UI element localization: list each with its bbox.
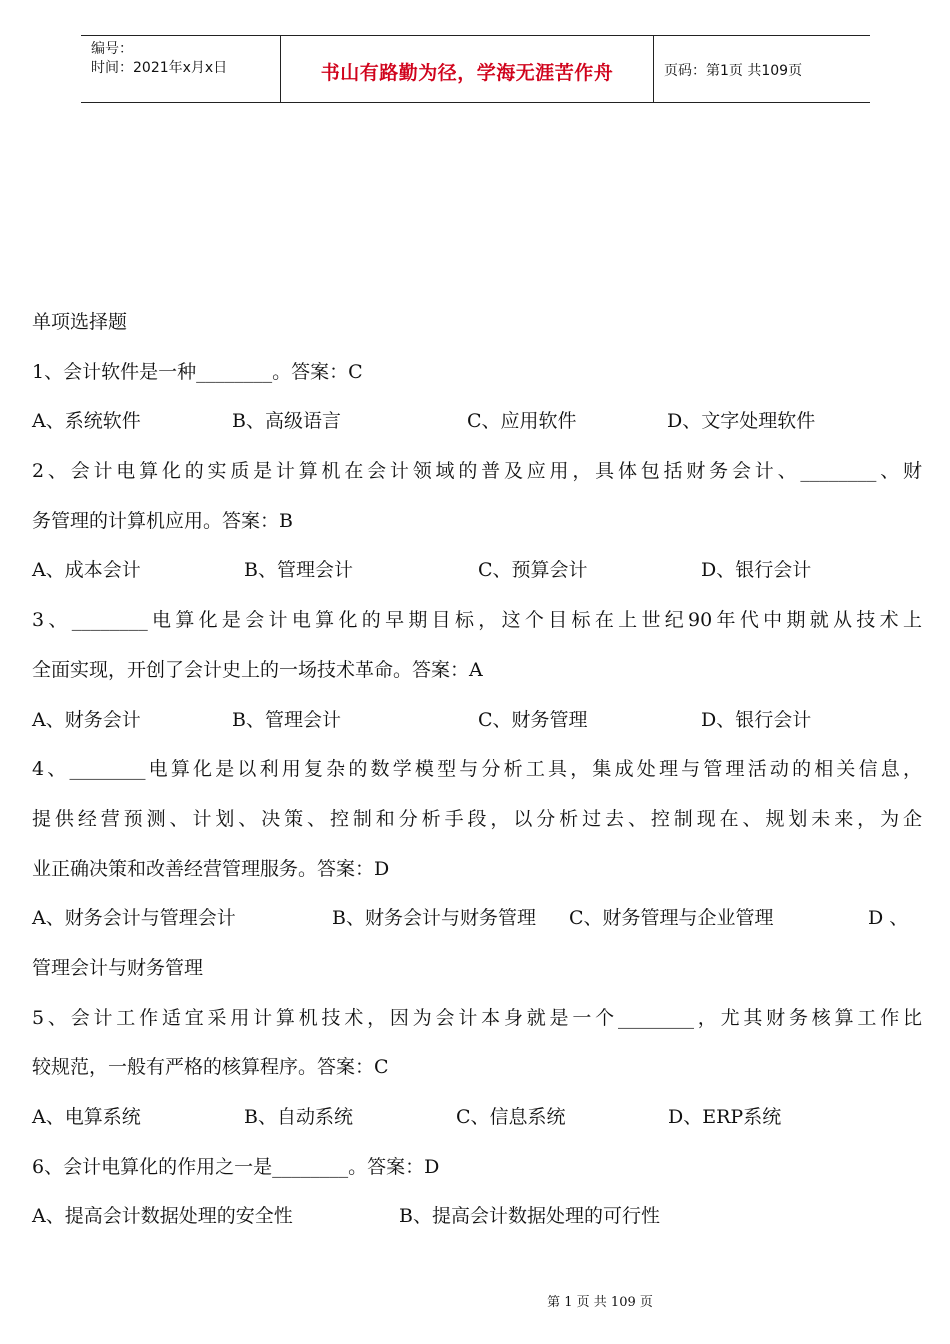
option-a: A、财务会计 bbox=[32, 708, 141, 731]
option-row bbox=[32, 397, 922, 447]
footer-page-number: 第 1 页 共 109 页 bbox=[547, 1295, 653, 1310]
option-row bbox=[32, 546, 922, 596]
question-line: 全面实现，开创了会计史上的一场技术革命。答案：A bbox=[32, 658, 483, 681]
question-line: 2、会计电算化的实质是计算机在会计领域的普及应用，具体包括财务会计、________、财 bbox=[32, 460, 922, 483]
option-b: B、管理会计 bbox=[232, 708, 341, 731]
option-b: B、高级语言 bbox=[232, 410, 341, 433]
motto: 书山有路勤为径，学海无涯苦作舟 bbox=[320, 62, 614, 84]
option-a: A、提高会计数据处理的安全性 bbox=[32, 1205, 293, 1228]
option-d: D、银行会计 bbox=[701, 708, 812, 731]
option-b: B、财务会计与财务管理 bbox=[332, 907, 536, 930]
option-c: C、财务管理 bbox=[478, 708, 588, 731]
option-d: D、银行会计 bbox=[701, 559, 812, 582]
question-line: 业正确决策和改善经营管理服务。答案：D bbox=[32, 857, 390, 880]
question-line: 4、________电算化是以利用复杂的数学模型与分析工具，集成处理与管理活动的相关信息， bbox=[32, 758, 922, 781]
section-title: 单项选择题 bbox=[32, 311, 128, 333]
page-footer bbox=[0, 1291, 950, 1310]
option-row bbox=[32, 1192, 922, 1242]
option-c: C、财务管理与企业管理 bbox=[569, 907, 774, 930]
option-b: B、自动系统 bbox=[244, 1106, 353, 1128]
option-d: D、文字处理软件 bbox=[667, 410, 816, 433]
question-line: 务管理的计算机应用。答案：B bbox=[32, 509, 293, 532]
option-a: A、电算系统 bbox=[32, 1106, 141, 1128]
option-row bbox=[32, 1093, 922, 1143]
question-line: 提供经营预测、计划、决策、控制和分析手段，以分析过去、控制现在、规划未来，为企 bbox=[32, 807, 922, 830]
option-a: A、成本会计 bbox=[32, 559, 141, 582]
option-a: A、系统软件 bbox=[32, 410, 141, 433]
header-pager-cell bbox=[654, 36, 870, 102]
option-d: D 、 bbox=[868, 907, 909, 930]
option-b: B、管理会计 bbox=[244, 559, 353, 582]
question-line: 1、会计软件是一种________。答案：C bbox=[32, 360, 363, 383]
header-motto-cell bbox=[281, 36, 654, 102]
question-line: 较规范，一般有严格的核算程序。答案：C bbox=[32, 1056, 389, 1079]
option-row bbox=[32, 894, 922, 944]
question-line: 5、会计工作适宜采用计算机技术，因为会计本身就是一个________，尤其财务核算工作比 bbox=[32, 1006, 922, 1029]
option-c: C、预算会计 bbox=[478, 559, 588, 582]
option-c: C、应用软件 bbox=[467, 410, 577, 433]
option-d: D、ERP系统 bbox=[668, 1106, 782, 1128]
question-line: 3、________电算化是会计电算化的早期目标，这个目标在上世纪90年代中期就从技术上 bbox=[32, 609, 922, 632]
option-a: A、财务会计与管理会计 bbox=[32, 907, 236, 930]
header-info-cell bbox=[81, 36, 281, 102]
question-line: 6、会计电算化的作用之一是________。答案：D bbox=[32, 1155, 440, 1178]
option-b: B、提高会计数据处理的可行性 bbox=[399, 1205, 660, 1228]
date-label: 时间：2021年x月x日 bbox=[91, 60, 228, 76]
page-header bbox=[81, 35, 870, 103]
option-continuation: 管理会计与财务管理 bbox=[32, 956, 204, 979]
option-row bbox=[32, 696, 922, 746]
serial-number: 编号： bbox=[91, 41, 133, 57]
page-counter: 页码：第1页 共109页 bbox=[664, 63, 803, 79]
option-c: C、信息系统 bbox=[456, 1106, 566, 1128]
document-body bbox=[32, 298, 922, 1242]
